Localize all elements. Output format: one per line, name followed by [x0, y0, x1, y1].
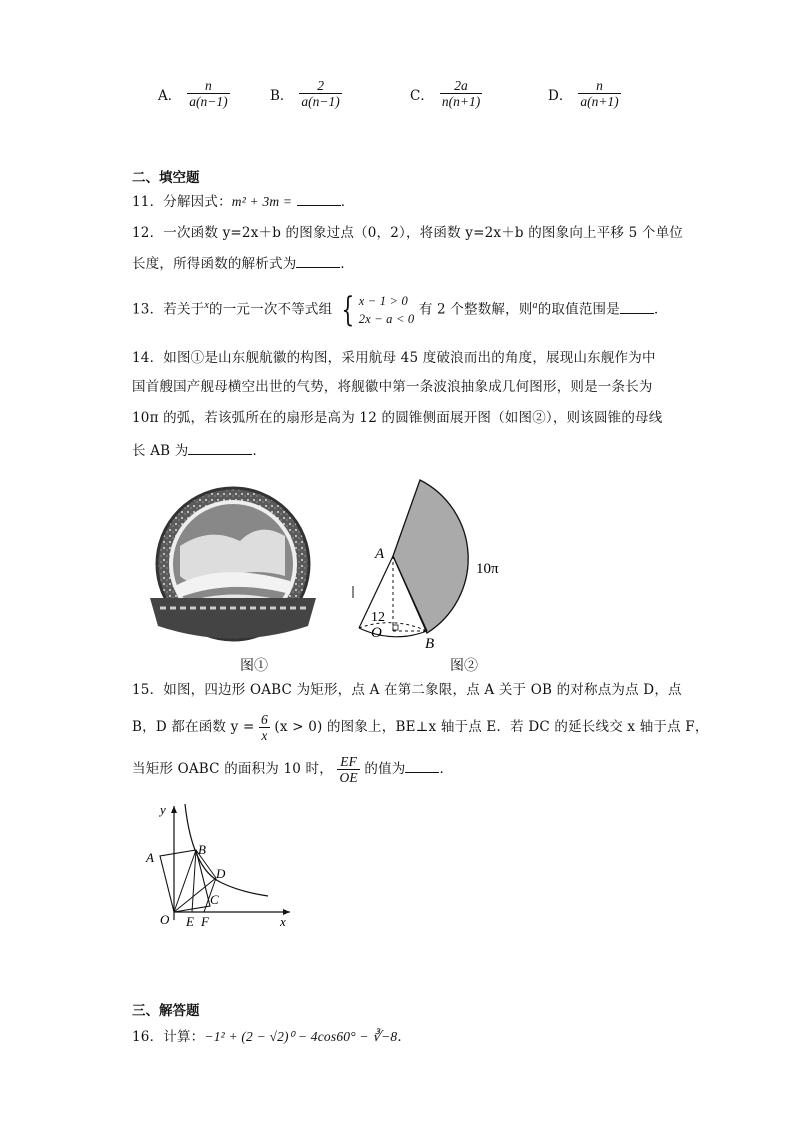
label-o: O	[160, 912, 170, 927]
label-arc: 10π	[476, 561, 499, 577]
question-12-line2: 长度，所得函数的解析式为 ．	[132, 253, 354, 274]
axis-x-label: x	[280, 914, 286, 929]
question-15-line2: B，D 都在函数 y = $\frac{6}{x}$ (x > 0) 的图象上，BE⊥x 轴于点 E．若 DC 的延长线交 x 轴于点 F，	[132, 712, 709, 743]
answer-blank[interactable]	[620, 299, 654, 314]
axis-y-label: y	[160, 802, 166, 817]
answer-blank[interactable]	[405, 758, 439, 773]
ratio-fraction: $\frac{EF}{OE}$	[339, 754, 358, 785]
cone-sector-figure	[345, 476, 515, 652]
question-16: 16．计算：−1² + (2 − √2)⁰ − 4cos60° − ∛−8．	[132, 1029, 412, 1045]
label-b: B	[425, 636, 435, 652]
option-b: B． $\frac{2}{a(n-1)}$	[270, 78, 340, 109]
label-a: A	[375, 546, 385, 562]
shandong-emblem-figure	[150, 486, 316, 646]
question-15-line1: 15．如图，四边形 OABC 为矩形，点 A 在第二象限，点 A 关于 OB 的对称点为点 D，点	[132, 682, 682, 698]
option-a: A． $\frac{n}{a(n-1)}$	[158, 78, 228, 109]
label-c: C	[210, 892, 219, 907]
option-c: C． $\frac{2a}{n(n+1)}$	[410, 78, 481, 109]
label-o: O	[371, 625, 382, 641]
answer-blank[interactable]	[296, 253, 340, 268]
question-14-line3: 10π 的弧，若该弧所在的扇形是高为 12 的圆锥侧面展开图（如图②），则该圆锥的母线	[132, 410, 663, 426]
label-height: 12	[371, 610, 385, 625]
label-f: F	[201, 914, 209, 929]
answer-blank[interactable]	[188, 440, 252, 455]
option-d-fraction: $\frac{n}{a(n+1)}$	[580, 78, 619, 109]
section-fill-in-title: 二、填空题	[132, 170, 200, 186]
function-fraction: $\frac{6}{x}$	[260, 712, 268, 743]
section-solve-title: 三、解答题	[132, 1003, 200, 1019]
question-14-line2: 国首艘国产舰母横空出世的气势，将舰徽中第一条波浪抽象成几何图形，则是一条长为	[132, 379, 653, 395]
question-11: 11．分解因式：m² + 3m = ．	[132, 191, 354, 212]
rectangle-hyperbola-figure	[140, 800, 300, 930]
figure-1-caption: 图①	[240, 658, 268, 674]
answer-blank[interactable]	[297, 191, 341, 206]
option-d: D． $\frac{n}{a(n+1)}$	[548, 78, 619, 109]
figure-2-caption: 图②	[450, 658, 478, 674]
question-13: 13．若关于$^x$的一元一次不等式组 { x − 1 > 0 2x − a < 0 有 2 个整数解，则$^a$的取值范围是 ．	[132, 290, 668, 330]
question-12-line1: 12．一次函数 y=2x＋b 的图象过点（0，2），将函数 y=2x＋b 的图象向上平移 5 个单位	[132, 225, 684, 241]
label-b: B	[198, 842, 206, 857]
question-14-line1: 14．如图①是山东舰航徽的构图，采用航母 45 度破浪而出的角度，展现山东舰作为中	[132, 350, 656, 366]
question-15-line3: 当矩形 OABC 的面积为 10 时， $\frac{EF}{OE}$ 的值为 ．	[132, 754, 454, 785]
label-d: D	[216, 866, 226, 881]
option-c-fraction: $\frac{2a}{n(n+1)}$	[441, 78, 481, 109]
question-14-line4: 长 AB 为 ．	[132, 440, 266, 461]
label-a: A	[146, 850, 154, 865]
inequality-system: { x − 1 > 0 2x − a < 0	[341, 290, 415, 330]
option-a-fraction: $\frac{n}{a(n-1)}$	[189, 78, 228, 109]
label-e: E	[186, 914, 194, 929]
option-b-fraction: $\frac{2}{a(n-1)}$	[301, 78, 340, 109]
